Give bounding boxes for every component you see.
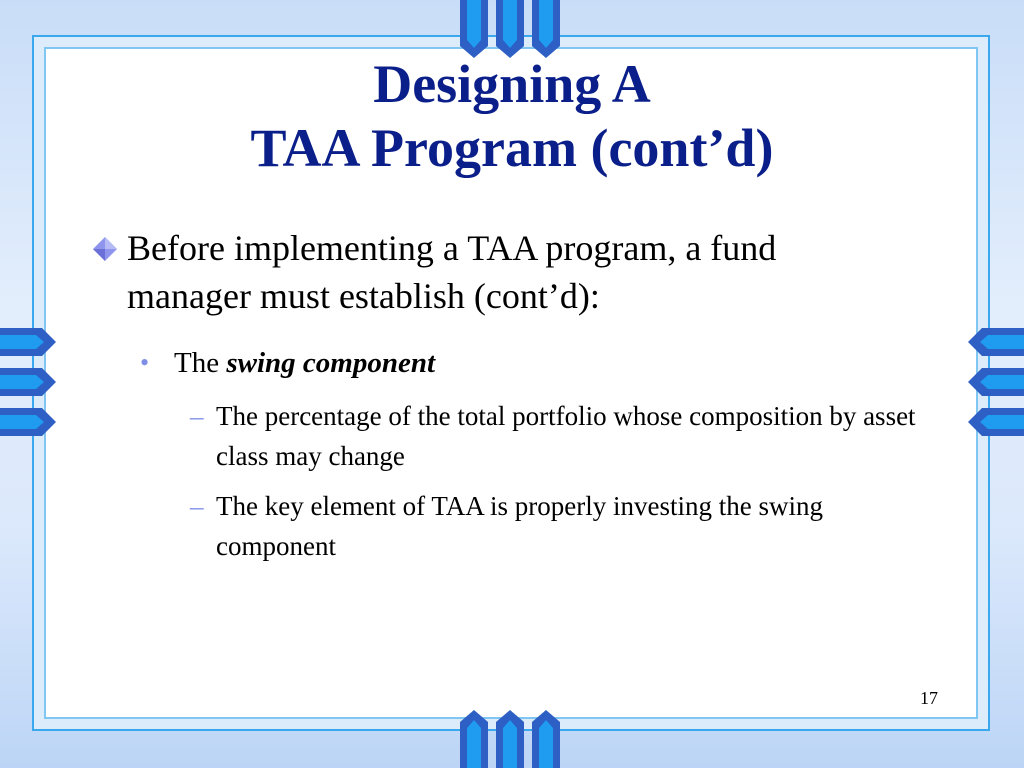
bullet-level-2-prefix: The bbox=[174, 347, 227, 379]
bullet-level-3-text: The percentage of the total portfolio whose composition by asset class may change bbox=[216, 401, 916, 471]
bullet-level-3-item bbox=[190, 486, 920, 566]
page-number: 17 bbox=[920, 688, 938, 708]
right-chevron-decoration bbox=[966, 326, 1024, 442]
bullet-level-3-item bbox=[190, 396, 920, 476]
dash-bullet-icon: – bbox=[190, 491, 204, 521]
left-chevron-decoration bbox=[0, 326, 58, 442]
bullet-level-2-emphasis: swing component bbox=[226, 347, 436, 379]
bottom-chevron-decoration bbox=[458, 708, 564, 768]
bullet-level-1 bbox=[92, 224, 882, 320]
slide-title bbox=[100, 52, 924, 180]
round-bullet-icon: • bbox=[140, 348, 150, 377]
dash-bullet-icon: – bbox=[190, 401, 204, 431]
title-line-2: TAA Program (cont’d) bbox=[250, 118, 774, 178]
title-line-1: Designing A bbox=[373, 54, 651, 114]
bullet-level-1-text: Before implementing a TAA program, a fund manager must establish (cont’d): bbox=[127, 228, 777, 316]
bullet-level-3-text: The key element of TAA is properly investing the swing component bbox=[216, 491, 823, 561]
diamond-bullet-icon bbox=[92, 236, 118, 262]
bullet-level-2-text bbox=[174, 344, 840, 382]
top-chevron-decoration bbox=[458, 0, 564, 60]
bullet-level-2 bbox=[140, 344, 840, 382]
